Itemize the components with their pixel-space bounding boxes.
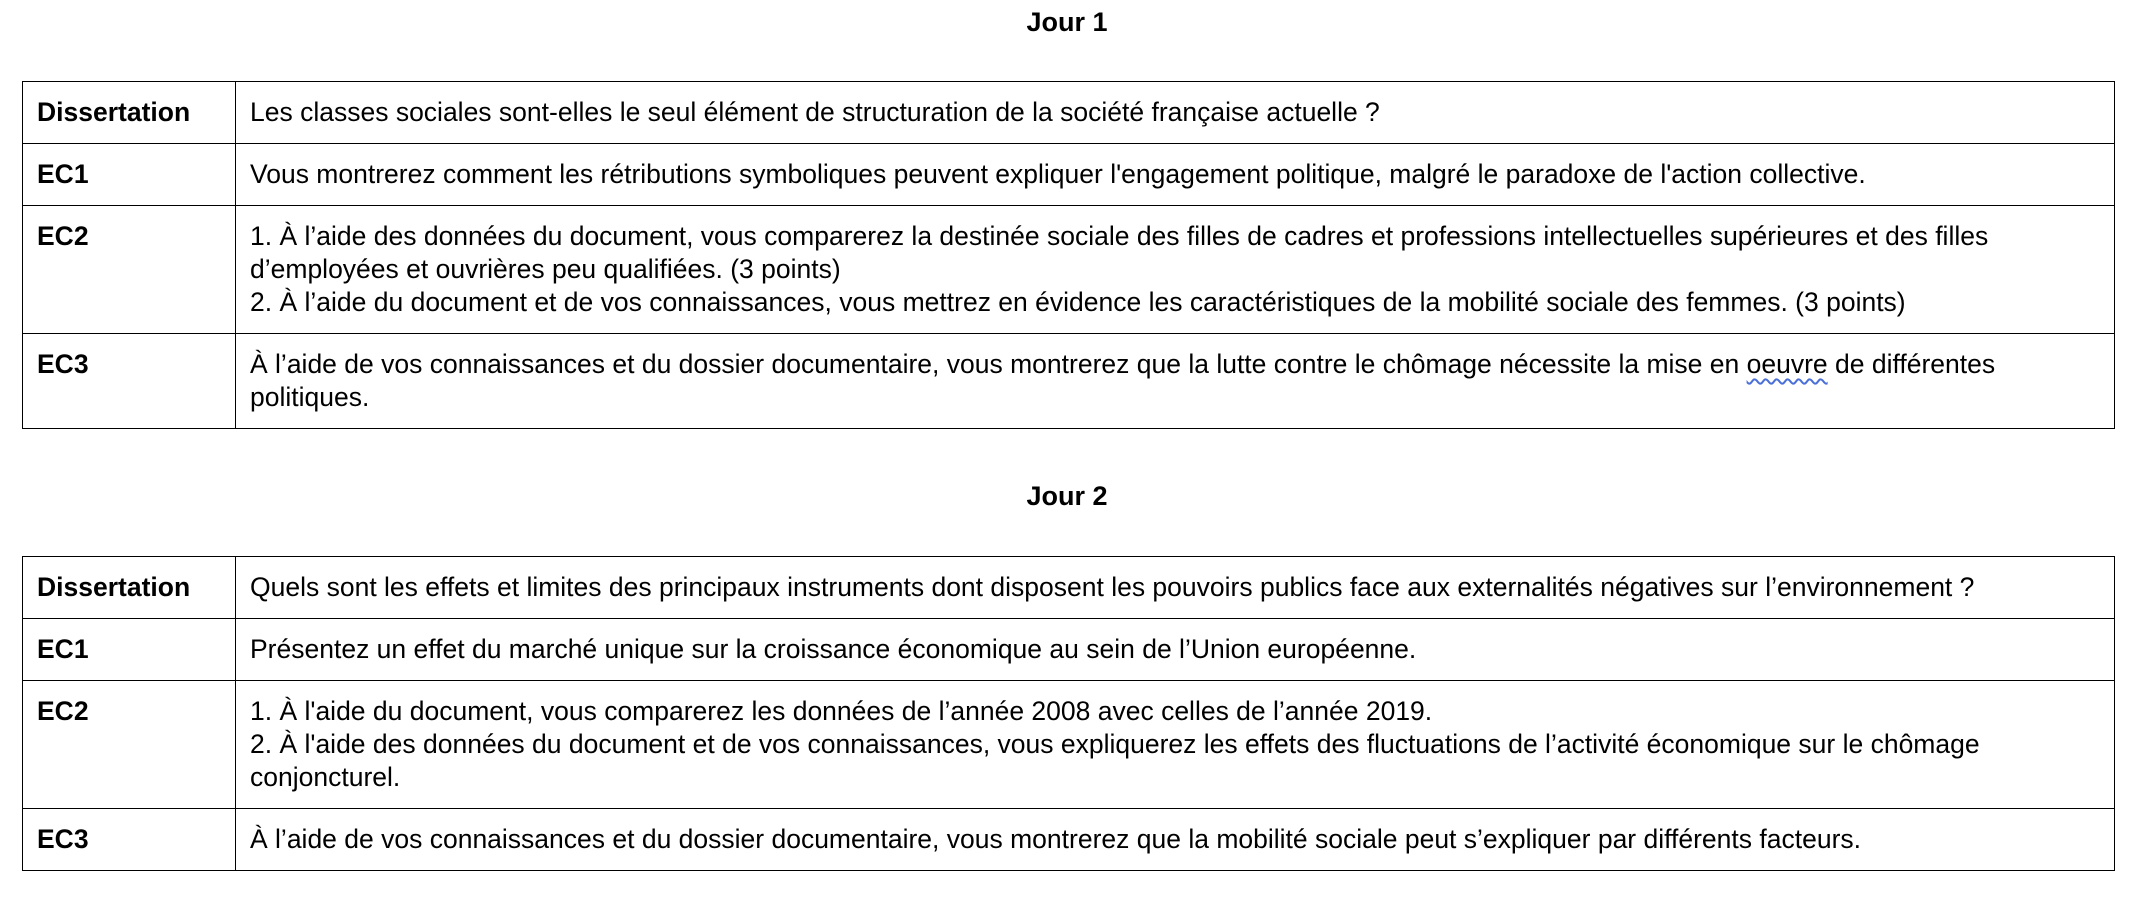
subject-line: Quels sont les effets et limites des principaux instruments dont disposent les pouvoirs publics face aux externalités négatives sur l’environnement ? [250, 572, 1975, 602]
day-1-title: Jour 1 [1026, 7, 1108, 37]
question-1: 1. À l'aide du document, vous comparerez les données de l’année 2008 avec celles de l’année 2019. [250, 696, 1433, 726]
ec1-subject [236, 619, 2115, 681]
table-row [23, 619, 2115, 681]
row-label-ec3: EC3 [23, 334, 236, 429]
question-2: 2. À l'aide des données du document et de vos connaissances, vous expliquerez les effets des fluctuations de l’activité économique sur le chômage conjoncturel. [250, 729, 1980, 792]
subject-text-end: de différentes politiques. [250, 349, 1996, 412]
ec3-subject [236, 809, 2115, 871]
ec3-subject [236, 334, 2115, 429]
table-row [23, 144, 2115, 206]
ec2-subject [236, 681, 2115, 809]
subject-line: Vous montrerez comment les rétributions symboliques peuvent expliquer l'engagement politique, malgré le paradoxe de l'action collective. [250, 159, 1866, 189]
day-1-subjects-table [22, 81, 2115, 429]
ec1-subject [236, 144, 2115, 206]
dissertation-subject [236, 82, 2115, 144]
spellcheck-flagged-word[interactable]: oeuvre [1746, 349, 1828, 379]
subject-text-start: À l’aide de vos connaissances et du dossier documentaire, vous montrerez que la lutte contre le chômage nécessite la mise en [250, 349, 1747, 379]
question-2: 2. À l’aide du document et de vos connaissances, vous mettrez en évidence les caractéristiques de la mobilité sociale des femmes. (3 points) [250, 287, 1906, 317]
row-label-dissertation: Dissertation [23, 557, 236, 619]
row-label-ec2: EC2 [23, 681, 236, 809]
row-label-ec2: EC2 [23, 206, 236, 334]
row-label-ec1: EC1 [23, 619, 236, 681]
day-2-title: Jour 2 [1026, 481, 1108, 511]
table-row [23, 557, 2115, 619]
question-1: 1. À l’aide des données du document, vous comparerez la destinée sociale des filles de cadres et professions intellectuelles supérieures et des filles d’employées et ouvrières peu qualifiées. (3 points) [250, 221, 1989, 284]
table-row [23, 334, 2115, 429]
day-2-subjects-table [22, 556, 2115, 871]
row-label-ec1: EC1 [23, 144, 236, 206]
table-row [23, 809, 2115, 871]
ec2-subject [236, 206, 2115, 334]
dissertation-subject [236, 557, 2115, 619]
subject-line: À l’aide de vos connaissances et du dossier documentaire, vous montrerez que la mobilité sociale peut s’expliquer par différents facteurs. [250, 824, 1862, 854]
table-row [23, 206, 2115, 334]
table-row [23, 681, 2115, 809]
subject-line: Présentez un effet du marché unique sur la croissance économique au sein de l’Union européenne. [250, 634, 1417, 664]
row-label-dissertation: Dissertation [23, 82, 236, 144]
subject-line: Les classes sociales sont-elles le seul élément de structuration de la société française actuelle ? [250, 97, 1380, 127]
row-label-ec3: EC3 [23, 809, 236, 871]
table-row [23, 82, 2115, 144]
